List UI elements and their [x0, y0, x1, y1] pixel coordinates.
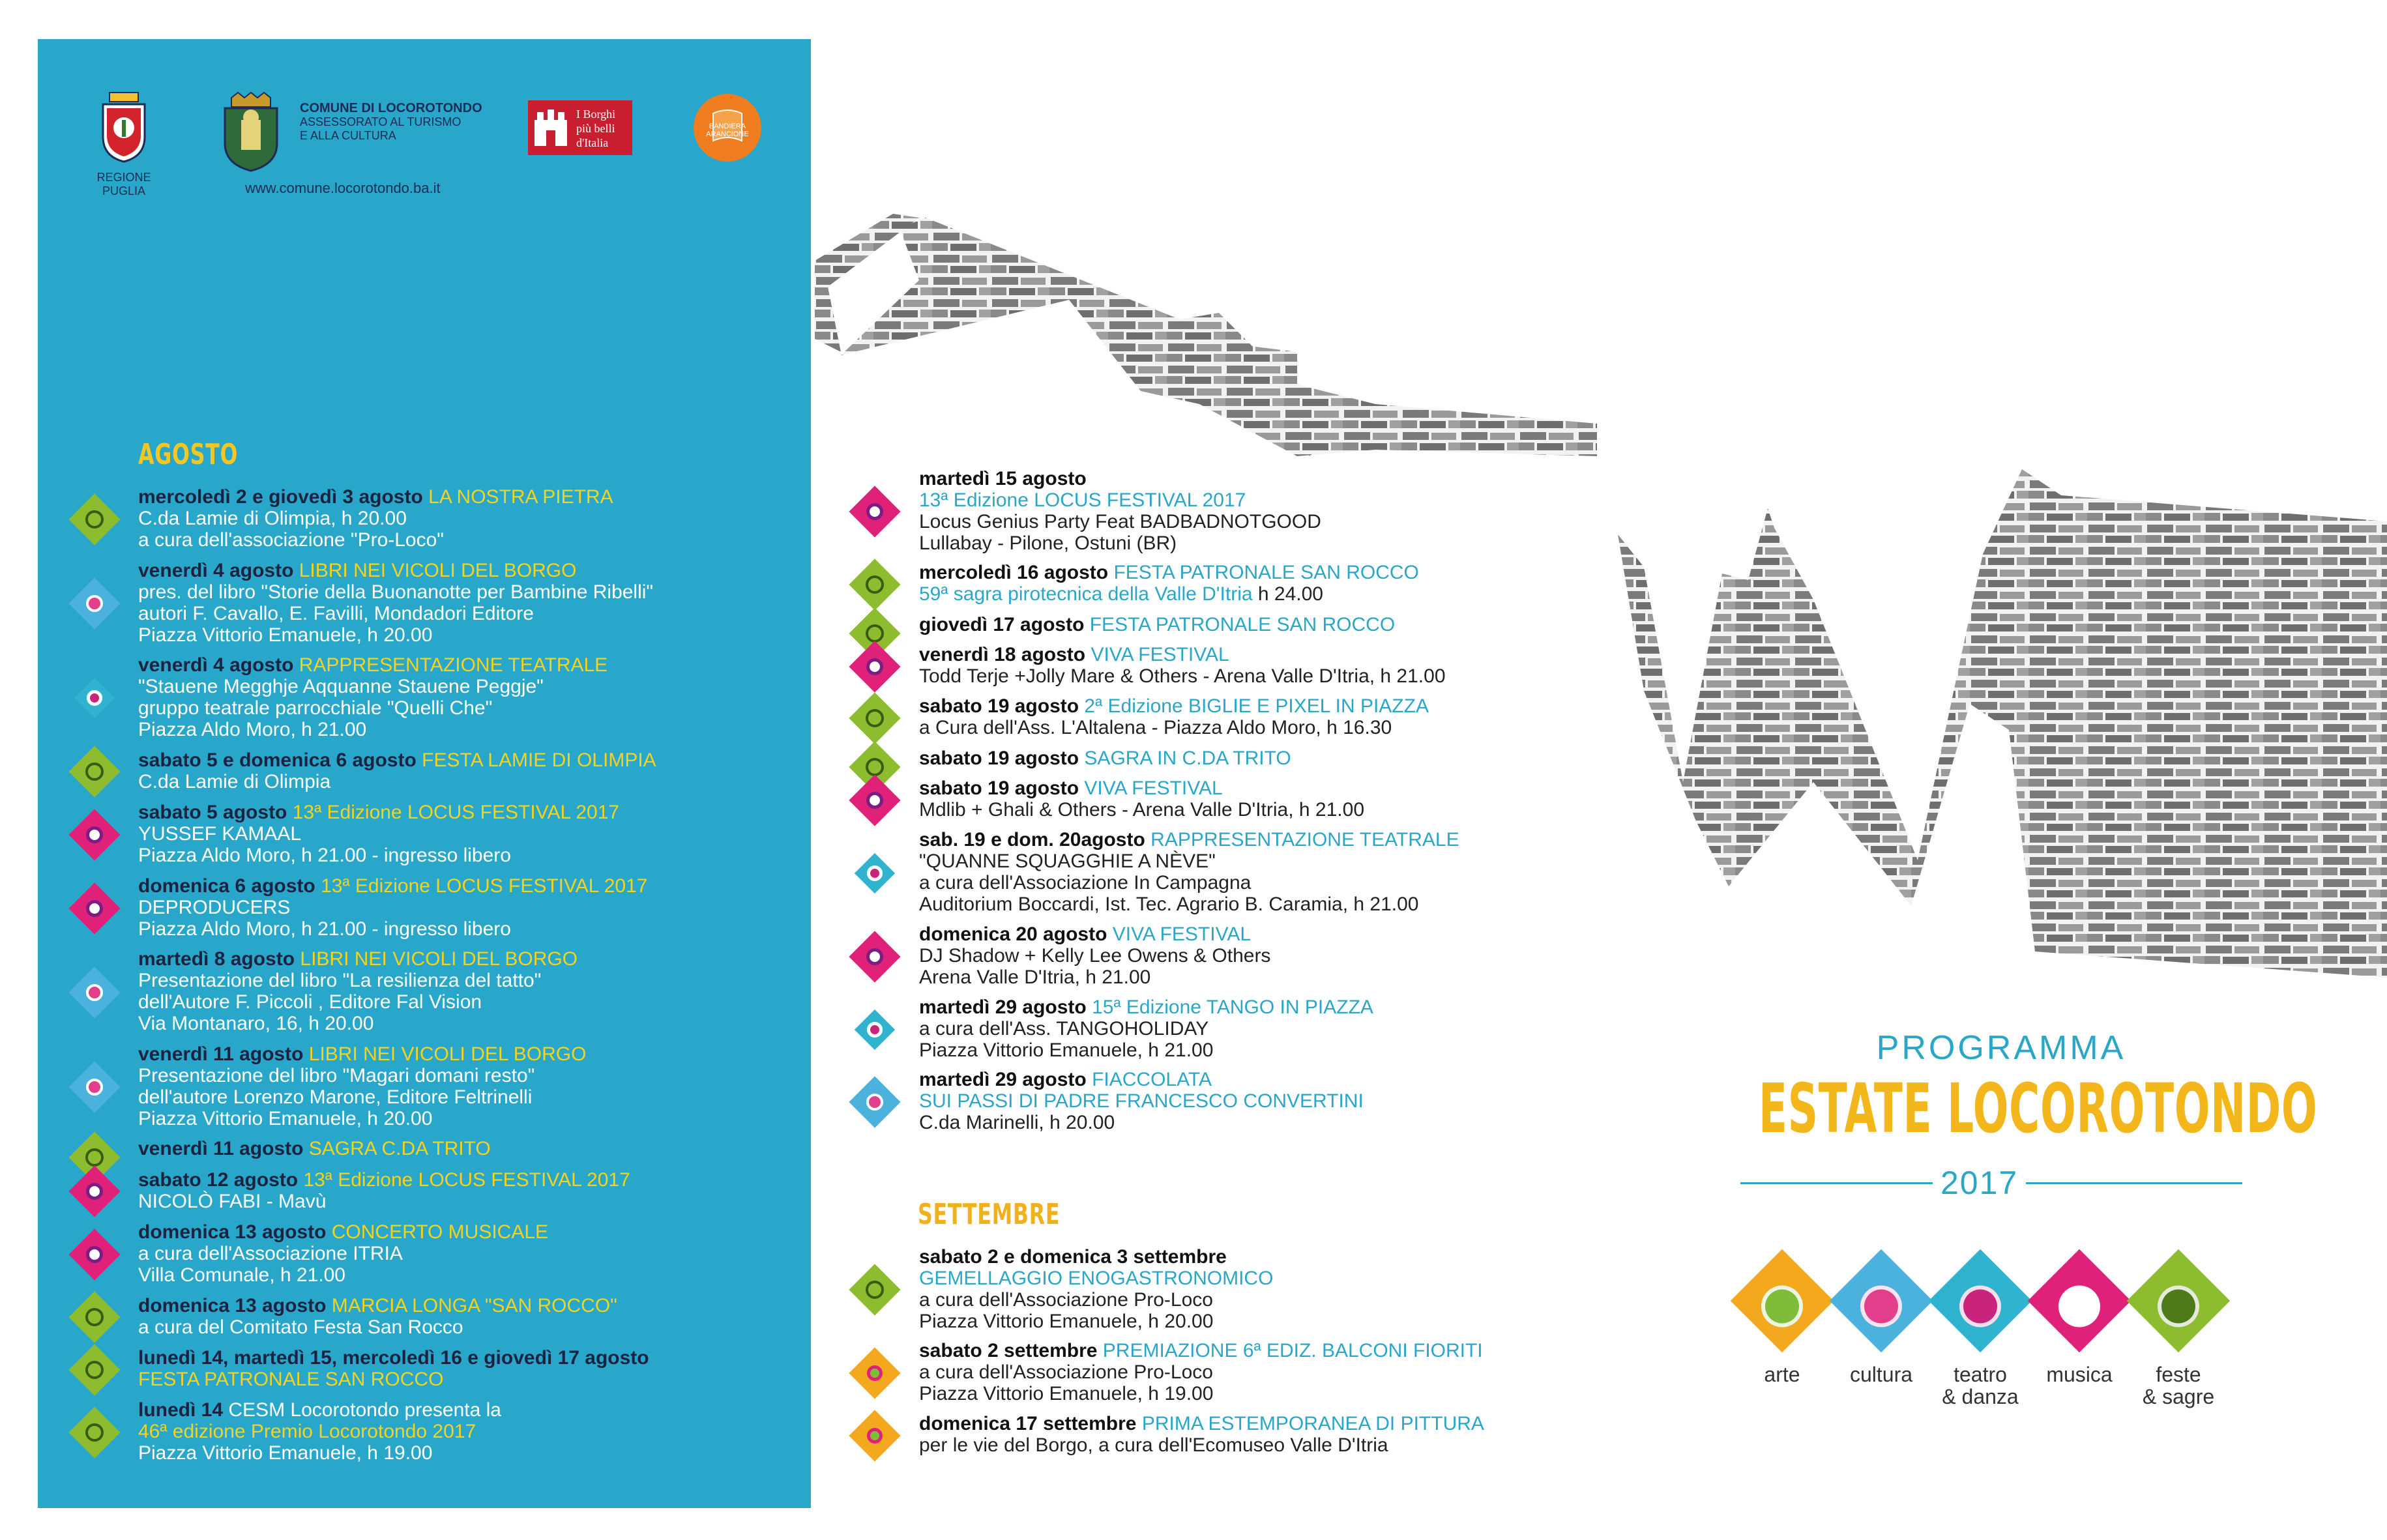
event-date: sab. 19 e dom. 20agosto — [919, 829, 1145, 851]
event-name: SAGRA C.DA TRITO — [308, 1138, 491, 1160]
event-item — [138, 1221, 548, 1286]
event-heading — [138, 1347, 649, 1369]
event-date: sabato 19 agosto — [919, 747, 1079, 769]
event-detail: YUSSEF KAMAAL — [138, 822, 302, 845]
event-detail: dell'Autore F. Piccoli , Editore Fal Vision — [138, 991, 482, 1013]
event-heading — [138, 1138, 491, 1159]
category-diamond — [1731, 1249, 1834, 1352]
event-date: venerdì 11 agosto — [138, 1043, 304, 1065]
event-highlight: GEMELLAGGIO ENOGASTRONOMICO — [919, 1268, 1274, 1289]
category-label: arte — [1764, 1363, 1800, 1386]
event-heading — [138, 749, 656, 771]
category-diamond — [1830, 1249, 1933, 1352]
event-name: VIVA FESTIVAL — [1084, 777, 1223, 800]
event-heading — [138, 1221, 548, 1243]
pink-category-icon — [849, 931, 900, 982]
event-name: MARCIA LONGA "SAN ROCCO" — [331, 1294, 617, 1316]
icon-center — [86, 900, 103, 917]
event-heading — [919, 614, 1395, 635]
event-highlight-line — [138, 1421, 501, 1442]
event-highlight-line — [919, 583, 1419, 605]
icon-center — [86, 984, 103, 1001]
event-detail: a cura dell'Ass. TANGOHOLIDAY — [919, 1017, 1209, 1039]
orange-category-icon — [849, 1348, 900, 1399]
bandiera-arancione-logo — [694, 94, 761, 162]
event-name: 13ª Edizione LOCUS FESTIVAL 2017 — [303, 1169, 630, 1191]
event-heading — [919, 777, 1364, 799]
event-detail: Piazza Aldo Moro, h 21.00 - ingresso libero — [138, 844, 511, 866]
comune-sub-2: E ALLA CULTURA — [300, 129, 396, 142]
event-item — [138, 560, 653, 646]
event-detail: a cura dell'Associazione Pro-Loco — [919, 1289, 1213, 1311]
event-item — [919, 748, 1291, 769]
event-heading — [138, 875, 647, 897]
icon-center — [85, 1361, 104, 1379]
event-highlight-line — [919, 489, 1321, 511]
event-date: domenica 6 agosto — [138, 875, 315, 897]
event-item — [919, 996, 1373, 1061]
event-detail: a cura dell'Associazione ITRIA — [138, 1243, 403, 1264]
event-name: VIVA FESTIVAL — [1091, 644, 1229, 666]
event-highlight: 46ª edizione Premio Locorotondo 2017 — [138, 1421, 476, 1443]
event-date: giovedì 17 agosto — [919, 613, 1085, 635]
event-item — [919, 777, 1364, 821]
event-item — [919, 644, 1446, 687]
event-date: martedì 8 agosto — [138, 948, 295, 970]
event-item — [138, 1043, 586, 1129]
event-item — [138, 1169, 630, 1212]
event-name: 13ª Edizione LOCUS FESTIVAL 2017 — [292, 801, 620, 823]
event-date: martedì 15 agosto — [919, 468, 1087, 489]
event-detail: a cura dell'Associazione In Campagna — [919, 872, 1252, 894]
event-heading — [138, 1295, 617, 1316]
event-detail: a cura dell'associazione "Pro-Loco" — [138, 529, 444, 551]
event-heading — [919, 1069, 1364, 1090]
icon-center — [866, 624, 884, 643]
category-diamond — [1929, 1249, 2032, 1352]
borghi-line-2: più belli — [576, 122, 615, 135]
icon-center — [87, 690, 102, 706]
title-year: 2017 — [1933, 1164, 2026, 1202]
green-category-icon — [849, 692, 900, 744]
event-detail: gruppo teatrale parrocchiale "Quelli Che" — [138, 697, 493, 719]
event-date: mercoledì 2 e giovedì 3 agosto — [138, 486, 423, 508]
event-name: LIBRI NEI VICOLI DEL BORGO — [308, 1043, 587, 1065]
regione-label — [91, 171, 156, 198]
icon-center — [85, 510, 104, 529]
event-date: sabato 2 e domenica 3 settembre — [919, 1246, 1227, 1268]
pink-category-icon — [849, 641, 900, 692]
event-date: lunedì 14, martedì 15, mercoledì 16 e giovedì 17 agosto — [138, 1347, 649, 1369]
event-date: sabato 19 agosto — [919, 777, 1079, 800]
month-title-agosto: AGOSTO — [138, 438, 239, 471]
event-item — [919, 695, 1429, 738]
category-label: musica — [2046, 1363, 2113, 1386]
event-detail: C.da Lamie di Olimpia, h 20.00 — [138, 508, 407, 529]
borghi-line-1: I Borghi — [576, 108, 616, 121]
regione-puglia-logo — [98, 91, 150, 163]
event-date: sabato 5 e domenica 6 agosto — [138, 749, 417, 771]
event-date: venerdì 18 agosto — [919, 644, 1086, 666]
event-detail: DJ Shadow + Kelly Lee Owens & Others — [919, 944, 1271, 966]
event-item — [138, 654, 608, 740]
event-name: 15ª Edizione TANGO IN PIAZZA — [1092, 996, 1373, 1018]
event-highlight: FESTA PATRONALE SAN ROCCO — [138, 1369, 444, 1390]
event-detail: dell'autore Lorenzo Marone, Editore Feltrinelli — [138, 1086, 533, 1108]
event-detail: Piazza Vittorio Emanuele, h 19.00 — [919, 1383, 1214, 1405]
event-detail: Villa Comunale, h 21.00 — [138, 1264, 345, 1286]
icon-center — [86, 1246, 103, 1263]
event-heading — [919, 923, 1270, 945]
event-date: sabato 5 agosto — [138, 801, 287, 823]
event-detail: Via Montanaro, 16, h 20.00 — [138, 1013, 374, 1035]
icon-center — [866, 709, 884, 727]
event-heading — [138, 560, 653, 581]
month-title-settembre: SETTEMBRE — [918, 1198, 1061, 1231]
event-detail: Todd Terje +Jolly Mare & Others - Arena Valle D'Itria, h 21.00 — [919, 665, 1446, 688]
icon-center — [867, 1365, 883, 1381]
event-heading — [138, 948, 578, 970]
event-date: venerdì 4 agosto — [138, 559, 294, 581]
event-name: 2ª Edizione BIGLIE E PIXEL IN PIAZZA — [1084, 695, 1429, 718]
icon-center — [86, 1183, 103, 1200]
event-name: LIBRI NEI VICOLI DEL BORGO — [299, 559, 577, 581]
event-highlight-line — [138, 1369, 649, 1390]
icon-center — [866, 503, 883, 520]
event-date: sabato 2 settembre — [919, 1340, 1098, 1362]
event-detail: Lullabay - Pilone, Ostuni (BR) — [919, 532, 1177, 554]
category-diamond-center — [1753, 1277, 1812, 1336]
blue-category-icon — [849, 1077, 900, 1128]
borghi-logo — [528, 100, 632, 155]
event-item — [138, 802, 619, 866]
icon-center — [866, 792, 883, 809]
icon-center — [867, 865, 883, 881]
category-diamond — [2028, 1249, 2131, 1352]
category-diamond — [2127, 1249, 2230, 1352]
icon-center — [86, 826, 103, 843]
icon-center — [866, 948, 883, 965]
event-heading — [919, 1246, 1273, 1268]
event-name: PREMIAZIONE 6ª EDIZ. BALCONI FIORITI — [1102, 1340, 1483, 1362]
bandiera-label: BANDIERA ARANCIONE — [706, 123, 749, 138]
star-category-icon — [849, 1004, 900, 1055]
event-detail: "Stauene Megghje Aqquanne Stauene Peggje" — [138, 676, 544, 698]
event-name: PRIMA ESTEMPORANEA DI PITTURA — [1141, 1413, 1484, 1435]
icon-center — [85, 1308, 104, 1326]
event-heading — [919, 1413, 1484, 1434]
event-detail: autori F. Cavallo, E. Favilli, Mondadori Editore — [138, 602, 534, 624]
category-label: cultura — [1849, 1363, 1913, 1386]
event-item — [919, 1340, 1483, 1404]
event-detail: Arena Valle D'Itria, h 21.00 — [919, 966, 1151, 988]
event-detail: a Cura dell'Ass. L'Altalena - Piazza Aldo Moro, h 16.30 — [919, 717, 1392, 739]
trullo-roof-illustration-right — [1618, 456, 2387, 978]
event-detail: Presentazione del libro "Magari domani resto" — [138, 1064, 535, 1086]
pink-category-icon — [849, 774, 900, 826]
event-item — [138, 875, 647, 940]
event-detail: Piazza Aldo Moro, h 21.00 — [138, 719, 367, 741]
category-diamond-center — [2149, 1277, 2208, 1336]
event-item — [138, 486, 613, 551]
event-item — [138, 1138, 491, 1159]
event-detail: Piazza Vittorio Emanuele, h 20.00 — [138, 624, 433, 646]
event-heading — [138, 1043, 586, 1065]
event-item — [919, 1246, 1273, 1332]
event-date: domenica 13 agosto — [138, 1221, 327, 1243]
event-heading — [138, 1169, 630, 1191]
category-diamond-center — [2050, 1277, 2109, 1336]
comune-name: COMUNE DI LOCOROTONDO — [300, 101, 482, 115]
event-date: venerdì 11 agosto — [138, 1138, 304, 1160]
category-label: feste & sagre — [2142, 1363, 2215, 1408]
event-date: martedì 29 agosto — [919, 1069, 1087, 1091]
event-detail: Mdlib + Ghali & Others - Arena Valle D'Itria, h 21.00 — [919, 799, 1364, 821]
event-item — [919, 562, 1419, 605]
event-detail: Piazza Aldo Moro, h 21.00 - ingresso libero — [138, 918, 511, 940]
icon-center — [866, 658, 883, 675]
comune-text — [300, 102, 482, 143]
main-title: ESTATE LOCOROTONDO — [1759, 1069, 2318, 1148]
event-name: RAPPRESENTAZIONE TEATRALE — [299, 654, 608, 676]
event-item — [138, 1399, 501, 1464]
pink-category-icon — [849, 486, 900, 538]
event-name: CONCERTO MUSICALE — [331, 1221, 549, 1243]
icon-center — [866, 1281, 884, 1299]
event-date: mercoledì 16 agosto — [919, 562, 1109, 584]
event-item — [919, 923, 1270, 988]
event-item — [138, 948, 578, 1034]
star-category-icon — [849, 847, 900, 899]
event-date: sabato 12 agosto — [138, 1169, 299, 1191]
event-item — [919, 1413, 1484, 1456]
event-name: LIBRI NEI VICOLI DEL BORGO — [300, 948, 578, 970]
category-diamond-center — [1951, 1277, 2010, 1336]
event-date: domenica 17 settembre — [919, 1413, 1137, 1435]
regione-line-2: PUGLIA — [102, 184, 146, 197]
event-item — [919, 614, 1395, 635]
event-intro: CESM Locorotondo presenta la — [223, 1399, 501, 1421]
event-detail: pres. del libro "Storie della Buonanotte per Bambine Ribelli" — [138, 581, 654, 603]
event-date: lunedì 14 — [138, 1399, 224, 1421]
event-name: VIVA FESTIVAL — [1112, 923, 1252, 945]
event-detail: a cura del Comitato Festa San Rocco — [138, 1316, 463, 1338]
event-detail: Presentazione del libro "La resilienza del tatto" — [138, 970, 542, 992]
event-heading — [138, 802, 619, 823]
category-diamond-center — [1852, 1277, 1911, 1336]
category-label: teatro & danza — [1942, 1363, 2019, 1408]
event-heading — [919, 695, 1429, 717]
event-detail: Piazza Vittorio Emanuele, h 20.00 — [138, 1107, 433, 1129]
event-detail: C.da Lamie di Olimpia — [138, 770, 331, 792]
event-heading — [919, 1340, 1483, 1361]
event-date: sabato 19 agosto — [919, 695, 1079, 718]
programma-label: PROGRAMMA — [1876, 1029, 2126, 1067]
event-heading — [919, 562, 1419, 583]
website-url[interactable]: www.comune.locorotondo.ba.it — [245, 180, 441, 196]
green-category-icon — [849, 1264, 900, 1316]
trullo-roof-illustration-left — [815, 209, 1597, 482]
event-highlight: SUI PASSI DI PADRE FRANCESCO CONVERTINI — [919, 1090, 1364, 1112]
event-heading — [919, 829, 1459, 850]
event-name: LA NOSTRA PIETRA — [428, 486, 613, 508]
event-detail: a cura dell'Associazione Pro-Loco — [919, 1361, 1213, 1384]
event-item — [138, 1295, 617, 1338]
event-date: domenica 20 agosto — [919, 923, 1107, 945]
event-name: 13ª Edizione LOCUS FESTIVAL 2017 — [321, 875, 648, 897]
event-detail: C.da Marinelli, h 20.00 — [919, 1112, 1115, 1134]
event-name: FESTA PATRONALE SAN ROCCO — [1089, 613, 1396, 635]
icon-center — [866, 575, 884, 594]
event-detail: Piazza Vittorio Emanuele, h 19.00 — [138, 1442, 433, 1464]
comune-crest-icon — [218, 91, 284, 173]
icon-center — [867, 1428, 883, 1444]
event-heading — [138, 654, 608, 676]
event-time: h 24.00 — [1252, 583, 1323, 605]
event-detail: Piazza Vittorio Emanuele, h 20.00 — [919, 1311, 1214, 1332]
event-detail: per le vie del Borgo, a cura dell'Ecomuseo Valle D'Itria — [919, 1434, 1388, 1457]
icon-center — [86, 595, 103, 612]
event-date: domenica 13 agosto — [138, 1294, 327, 1316]
event-heading — [919, 996, 1373, 1018]
event-item — [138, 1347, 649, 1390]
green-category-icon — [849, 559, 900, 610]
event-name: FESTA PATRONALE SAN ROCCO — [1113, 562, 1419, 584]
event-name: FESTA LAMIE DI OLIMPIA — [422, 749, 656, 771]
event-highlight-line — [919, 1090, 1364, 1112]
event-detail: NICOLÒ FABI - Mavù — [138, 1190, 327, 1212]
event-detail: Piazza Vittorio Emanuele, h 21.00 — [919, 1039, 1214, 1061]
event-highlight-line — [919, 1268, 1273, 1289]
icon-center — [85, 763, 104, 781]
event-highlight: 13ª Edizione LOCUS FESTIVAL 2017 — [919, 489, 1246, 511]
event-item — [919, 1069, 1364, 1133]
icon-center — [866, 1094, 883, 1111]
event-heading — [919, 748, 1291, 769]
event-detail: Auditorium Boccardi, Ist. Tec. Agrario B. Caramia, h 21.00 — [919, 893, 1419, 916]
event-date: martedì 29 agosto — [919, 996, 1087, 1018]
icon-center — [85, 1148, 104, 1167]
icon-center — [86, 1079, 103, 1096]
event-heading — [138, 486, 613, 508]
event-name: SAGRA IN C.DA TRITO — [1084, 747, 1291, 769]
event-date: venerdì 4 agosto — [138, 654, 294, 676]
borghi-line-3: d'Italia — [576, 136, 609, 149]
icon-center — [867, 1022, 883, 1038]
event-item — [138, 749, 656, 792]
orange-category-icon — [849, 1410, 900, 1461]
event-heading — [138, 1399, 501, 1421]
event-detail: "QUANNE SQUAGGHIE A NÈVE" — [919, 850, 1216, 873]
event-name: FIACCOLATA — [1092, 1069, 1212, 1091]
event-heading — [919, 644, 1446, 665]
event-detail: Locus Genius Party Feat BADBADNOTGOOD — [919, 511, 1321, 532]
icon-center — [85, 1423, 104, 1442]
comune-sub-1: ASSESSORATO AL TURISMO — [300, 115, 461, 128]
event-highlight: 59ª sagra pirotecnica della Valle D'Itria — [919, 583, 1253, 605]
icon-center — [866, 758, 884, 776]
event-name: RAPPRESENTAZIONE TEATRALE — [1150, 829, 1459, 851]
event-detail: DEPRODUCERS — [138, 896, 291, 918]
regione-line-1: REGIONE — [96, 171, 151, 184]
event-item — [919, 829, 1459, 915]
